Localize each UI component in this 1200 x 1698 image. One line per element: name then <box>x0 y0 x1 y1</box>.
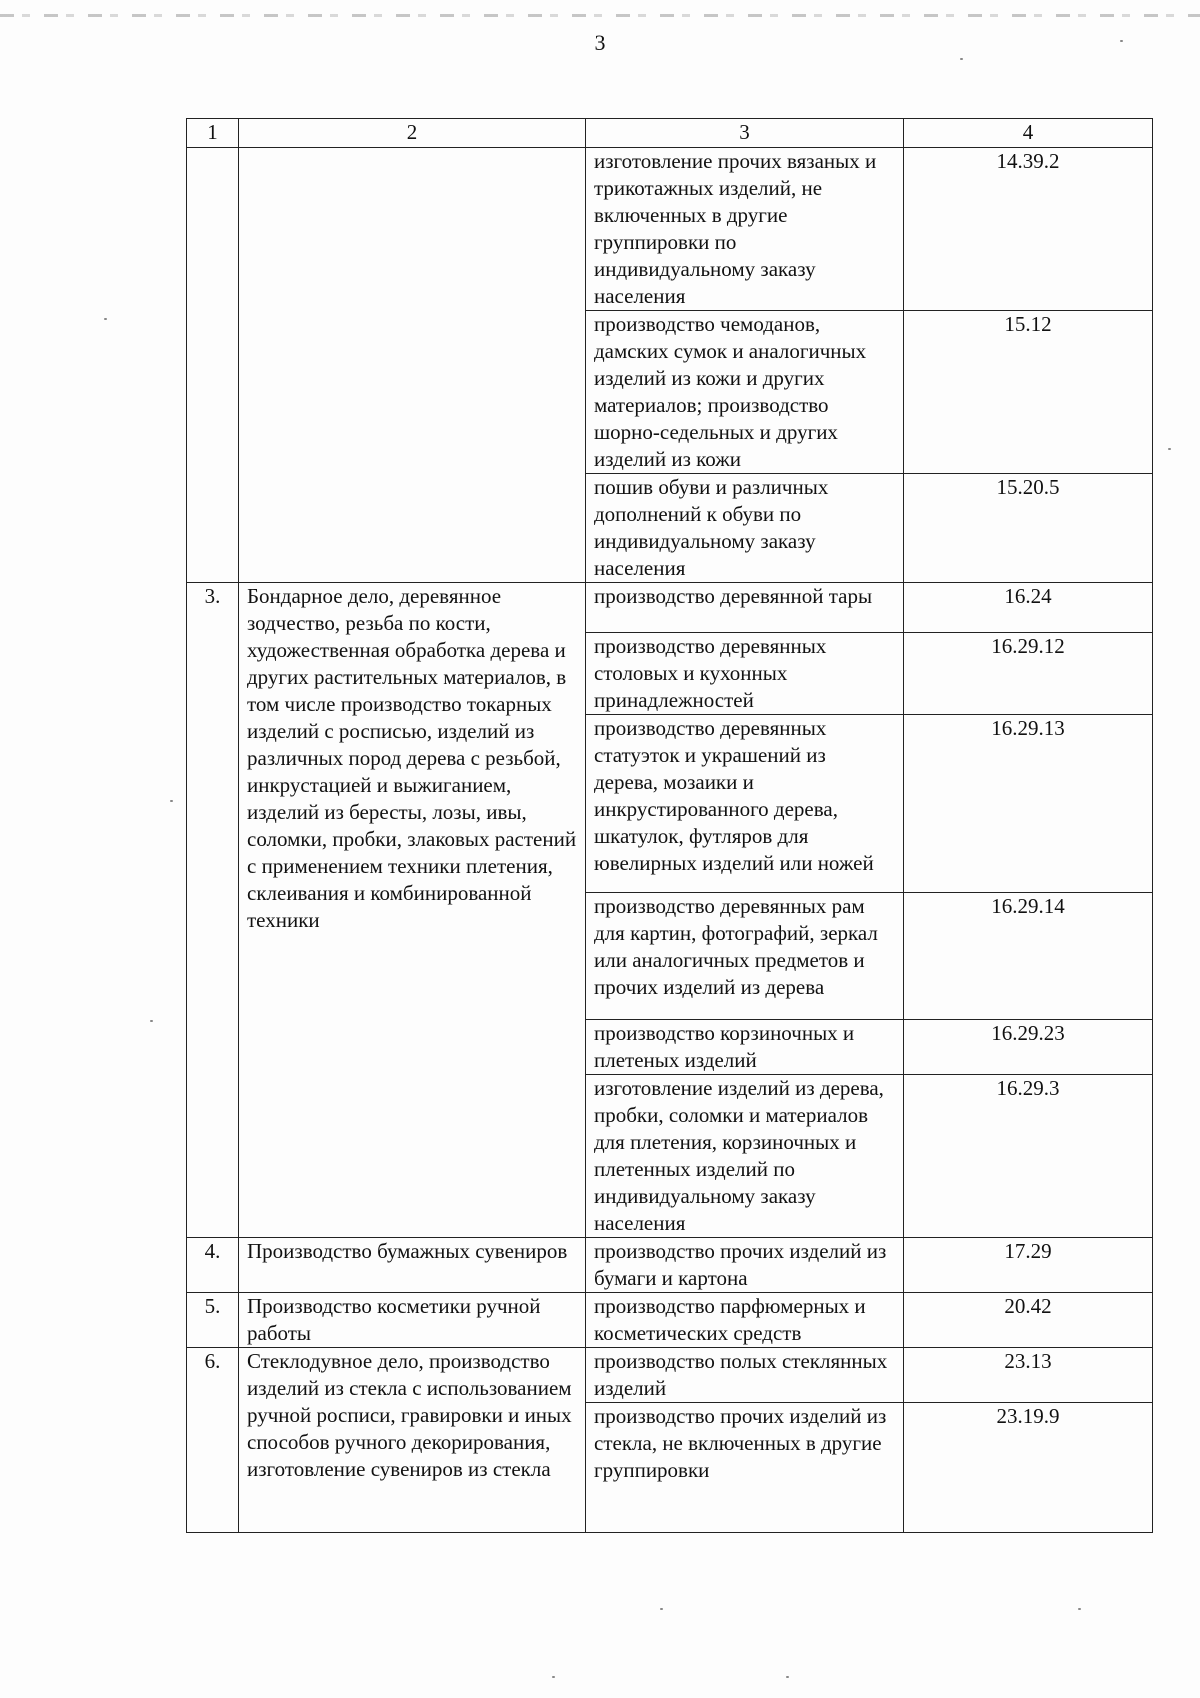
table-row <box>187 583 1153 633</box>
activity-code: 23.19.9 <box>904 1403 1153 1533</box>
scan-speck <box>552 1676 555 1678</box>
activity-code: 14.39.2 <box>904 148 1153 311</box>
activity-code: 16.29.3 <box>904 1075 1153 1238</box>
table-row <box>187 1293 1153 1348</box>
activity-code: 20.42 <box>904 1293 1153 1348</box>
scan-speck <box>960 58 963 60</box>
activity-code: 17.29 <box>904 1238 1153 1293</box>
activity-desc: производство деревянных рам для картин, фотографий, зеркал или аналогичных предметов и прочих изделий из дерева <box>586 893 904 1020</box>
table-row <box>187 1238 1153 1293</box>
header-cell-1: 1 <box>187 119 239 148</box>
scan-speck <box>1120 40 1123 42</box>
craft-name-cell: Производство косметики ручной работы <box>239 1293 586 1348</box>
row-number-cell <box>187 148 239 583</box>
activity-desc: изготовление изделий из дерева, пробки, соломки и материалов для плетения, корзиночных и плетенных изделий по индивидуальному заказу населения <box>586 1075 904 1238</box>
header-cell-2: 2 <box>239 119 586 148</box>
activity-desc: производство деревянных столовых и кухонных принадлежностей <box>586 633 904 715</box>
activity-code: 15.20.5 <box>904 474 1153 583</box>
activity-desc: пошив обуви и различных дополнений к обуви по индивидуальному заказу населения <box>586 474 904 583</box>
row-number-cell: 4. <box>187 1238 239 1293</box>
table-row <box>187 148 1153 311</box>
row-number-cell: 6. <box>187 1348 239 1533</box>
activity-desc: изготовление прочих вязаных и трикотажных изделий, не включенных в другие группировки по индивидуальному заказу населения <box>586 148 904 311</box>
activity-code: 16.29.23 <box>904 1020 1153 1075</box>
activity-desc: производство корзиночных и плетеных изделий <box>586 1020 904 1075</box>
craft-name-cell: Стеклодувное дело, производство изделий из стекла с использованием ручной росписи, гравировки и иных способов ручного декорирования, изготовление сувениров из стекла <box>239 1348 586 1533</box>
activity-code: 16.24 <box>904 583 1153 633</box>
header-cell-3: 3 <box>586 119 904 148</box>
activity-desc: производство полых стеклянных изделий <box>586 1348 904 1403</box>
table-row <box>187 1348 1153 1403</box>
activity-desc: производство чемоданов, дамских сумок и аналогичных изделий из кожи и других материалов; производство шорно-седельных и других изделий из кожи <box>586 311 904 474</box>
row-number-cell: 5. <box>187 1293 239 1348</box>
activity-desc: производство деревянных статуэток и украшений из дерева, мозаики и инкрустированного дерева, шкатулок, футляров для ювелирных изделий или ножей <box>586 715 904 893</box>
activity-code: 16.29.12 <box>904 633 1153 715</box>
scan-speck <box>150 1020 153 1022</box>
page-number: 3 <box>594 30 606 55</box>
scan-speck <box>104 318 107 320</box>
activity-code: 23.13 <box>904 1348 1153 1403</box>
scan-artifact-top-line <box>0 14 1200 17</box>
activity-desc: производство прочих изделий из стекла, не включенных в другие группировки <box>586 1403 904 1533</box>
okved-table <box>186 118 1153 1533</box>
scan-speck <box>170 800 173 802</box>
activity-code: 15.12 <box>904 311 1153 474</box>
scan-speck <box>1078 1608 1081 1610</box>
scan-speck <box>1168 448 1171 450</box>
scan-speck <box>786 1676 789 1678</box>
activity-desc: производство деревянной тары <box>586 583 904 633</box>
row-number-cell: 3. <box>187 583 239 1238</box>
craft-name-cell <box>239 148 586 583</box>
scan-speck <box>660 1608 663 1610</box>
craft-name-cell: Производство бумажных сувениров <box>239 1238 586 1293</box>
activity-desc: производство прочих изделий из бумаги и картона <box>586 1238 904 1293</box>
craft-name-cell: Бондарное дело, деревянное зодчество, резьба по кости, художественная обработка дерева и других растительных материалов, в том числе производство токарных изделий с росписью, изделий из различных пород дерева с резьбой, инкрустацией и выжиганием, изделий из бересты, лозы, ивы, соломки, пробки, злаковых растений с применением техники плетения, склеивания и комбинированной техники <box>239 583 586 1238</box>
table-header-row <box>187 119 1153 148</box>
activity-code: 16.29.13 <box>904 715 1153 893</box>
activity-code: 16.29.14 <box>904 893 1153 1020</box>
activity-desc: производство парфюмерных и косметических средств <box>586 1293 904 1348</box>
header-cell-4: 4 <box>904 119 1153 148</box>
